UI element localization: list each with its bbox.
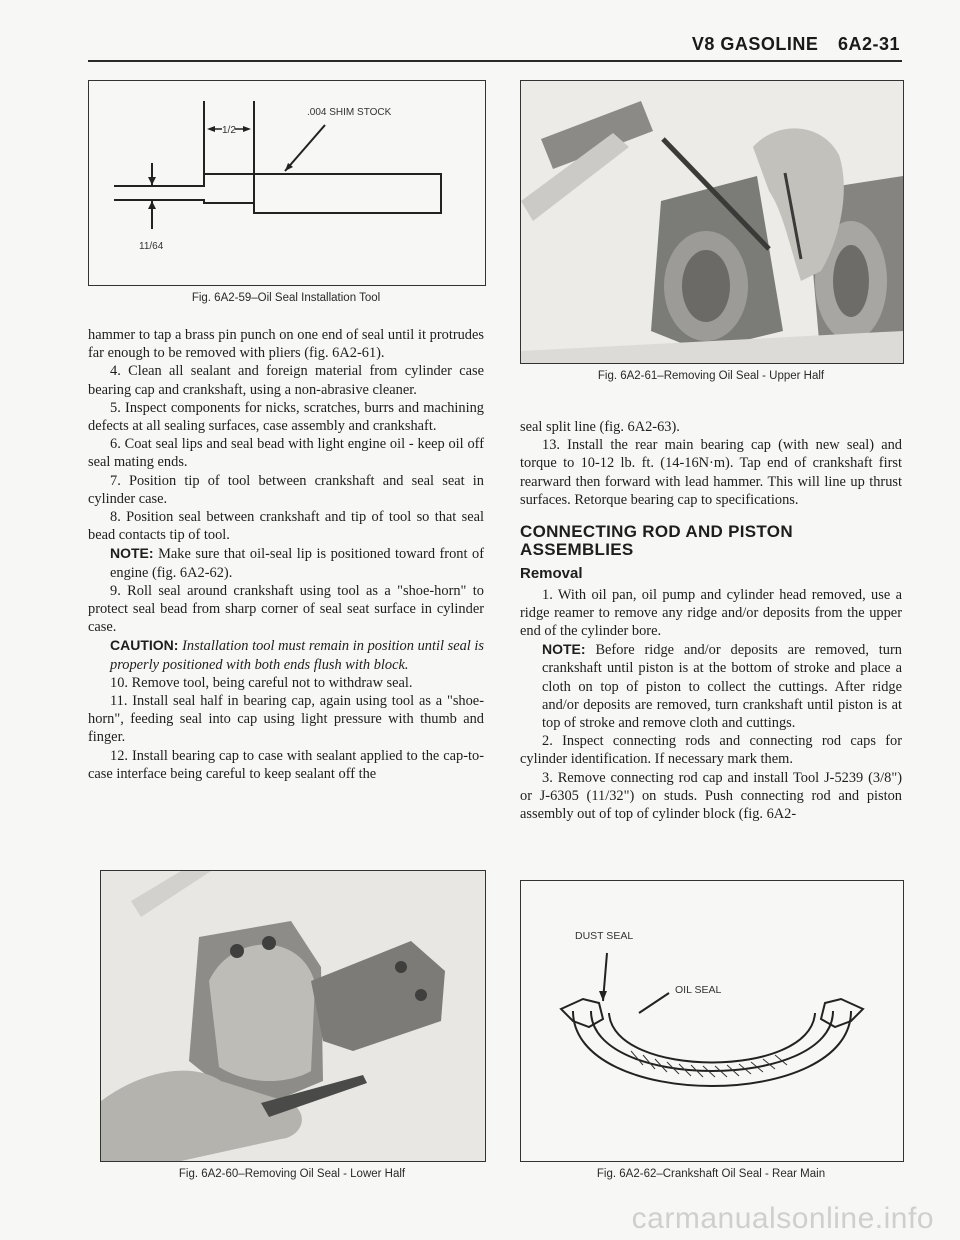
step-9: 9. Roll seal around crankshaft using tool as a "shoe-horn" to protect seal bead from sharp corner of seal seat surface in cylinder case. — [88, 582, 484, 636]
figure-caption: Fig. 6A2-61–Removing Oil Seal - Upper Half — [597, 370, 825, 382]
dust-seal-label: DUST SEAL — [575, 930, 634, 942]
figure-photo-upper-half — [520, 80, 904, 364]
removal-step-2: 2. Inspect connecting rods and connecting rod caps for cylinder identification. If necessary mark them. — [520, 733, 902, 768]
left-text-column — [88, 326, 484, 783]
shim-label: .004 SHIM STOCK — [307, 107, 392, 118]
right-text-column — [520, 418, 902, 823]
figure-photo-lower-half — [100, 870, 486, 1162]
watermark: carmanualsonline.info — [631, 1202, 934, 1235]
subsection-heading: Removal — [520, 565, 583, 583]
removal-step-1: 1. With oil pan, oil pump and cylinder head removed, use a ridge reamer to remove any ridge and/or deposits from the upper end of the cylinder bore. — [520, 586, 902, 640]
figure-caption: Fig. 6A2-60–Removing Oil Seal - Lower Half — [178, 1168, 406, 1180]
section-title: V8 GASOLINE — [691, 34, 819, 54]
note-oil-seal-lip — [88, 544, 484, 581]
section-heading: CONNECTING ROD AND PISTON ASSEMBLIES — [520, 522, 793, 560]
tool-diagram — [89, 81, 485, 285]
half-dim-label: 1/2 — [222, 125, 236, 136]
step-10: 10. Remove tool, being careful not to withdraw seal. — [110, 674, 413, 691]
step-5: 5. Inspect components for nicks, scratches, burrs and machining defects at all sealing surfaces, case assembly and crankshaft. — [88, 399, 484, 435]
figure-seal-installation-tool — [88, 80, 486, 286]
page-number: 6A2-31 — [837, 34, 900, 54]
step-8: 8. Position seal between crankshaft and tip of tool so that seal bead contacts tip of tool. — [88, 509, 484, 544]
step-7: 7. Position tip of tool between crankshaft and seal seat in cylinder case. — [88, 472, 484, 507]
note-text: Make sure that oil-seal lip is positioned toward front of engine (fig. 6A2-62). — [110, 546, 484, 581]
step-6: 6. Coat seal lips and seal bead with light engine oil - keep oil off seal mating ends. — [88, 436, 484, 471]
depth-dim-label: 11/64 — [139, 241, 164, 252]
figure-caption: Fig. 6A2-59–Oil Seal Installation Tool — [191, 292, 381, 304]
step-11: 11. Install seal half in bearing cap, again using tool as a "shoe-horn", feeding seal into cap using light pressure with thumb and finger. — [88, 693, 484, 746]
note-text: Before ridge and/or deposits are removed, turn crankshaft until piston is at the bottom of stroke and place a cloth on top of piston to collect the cuttings. After ridge and/or deposits are removed, turn crankshaft until piston is at top of stroke and remove cloth and cuttings. — [542, 642, 902, 732]
photo-bearing-cap — [101, 871, 485, 1161]
paragraph: seal split line (fig. 6A2-63). — [520, 419, 680, 435]
page-header — [692, 34, 900, 55]
step-12: 12. Install bearing cap to case with sealant applied to the cap-to-case interface being careful to keep sealant off the — [88, 747, 484, 782]
paragraph: hammer to tap a brass pin punch on one end of seal until it protrudes far enough to be removed with pliers (fig. 6A2-61). — [88, 327, 484, 362]
note-label: NOTE: — [110, 545, 154, 562]
figure-caption: Fig. 6A2-62–Crankshaft Oil Seal - Rear Main — [596, 1168, 826, 1180]
caution-block — [88, 636, 484, 673]
note-label: NOTE: — [542, 641, 586, 658]
figure-crankshaft-oil-seal — [520, 880, 904, 1162]
note-ridge — [520, 640, 902, 732]
step-4: 4. Clean all sealant and foreign material from cylinder case bearing cap and crankshaft, using a non-abrasive cleaner. — [88, 363, 484, 398]
oil-seal-label: OIL SEAL — [675, 984, 722, 996]
caution-label: CAUTION: — [110, 637, 179, 654]
photo-hammer-punch — [521, 81, 903, 363]
removal-step-3: 3. Remove connecting rod cap and install Tool J-5239 (3/8") or J-6305 (11/32") on studs. Push connecting rod and piston assembly out of top of cylinder block (fig. 6A2- — [520, 769, 902, 823]
caution-text: Installation tool must remain in position until seal is properly positioned with both ends flush with block. — [110, 638, 484, 673]
header-rule — [88, 60, 902, 62]
step-13: 13. Install the rear main bearing cap (with new seal) and torque to 10-12 lb. ft. (14-16N·m). Tap end of crankshaft first rearward then forward with lead hammer. This will line up thrust surfaces. Retorque bearing cap to specifications. — [520, 437, 902, 508]
seal-diagram — [521, 881, 903, 1161]
